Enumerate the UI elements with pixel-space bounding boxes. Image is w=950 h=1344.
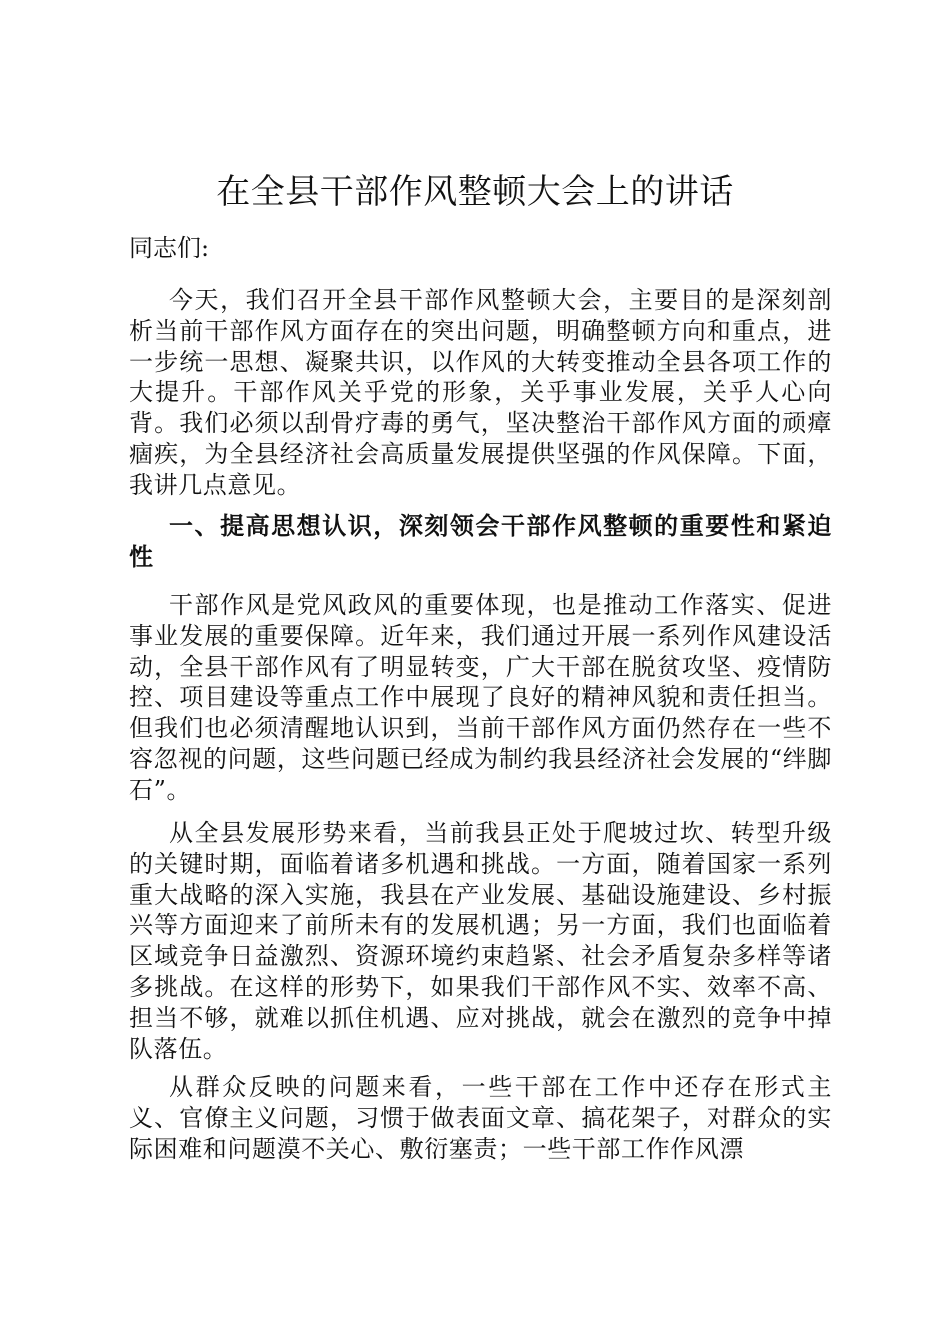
section-heading: 一、提高思想认识，深刻领会干部作风整顿的重要性和紧迫性 xyxy=(129,511,832,571)
document-title: 在全县干部作风整顿大会上的讲话 xyxy=(216,172,734,212)
paragraph-body: 从全县发展形势来看，当前我县正处于爬坡过坎、转型升级的关键时期，面临着诸多机遇和挑战。一方面，随着国家一系列重大战略的深入实施，我县在产业发展、基础设施建设、乡村振兴等方面迎来了前所未有的发展机遇；另一方面，我们也面临着区域竞争日益激烈、资源环境约束趋紧、社会矛盾复杂多样等诸多挑战。在这样的形势下，如果我们干部作风不实、效率不高、担当不够，就难以抓住机遇、应对挑战，就会在激烈的竞争中掉队落伍。 xyxy=(129,819,832,1063)
paragraph-body: 干部作风是党风政风的重要体现，也是推动工作落实、促进事业发展的重要保障。近年来，我们通过开展一系列作风建设活动，全县干部作风有了明显转变，广大干部在脱贫攻坚、疫情防控、项目建设等重点工作中展现了良好的精神风貌和责任担当。但我们也必须清醒地认识到，当前干部作风方面仍然存在一些不容忽视的问题，这些问题已经成为制约我县经济社会发展的“绊脚石”。 xyxy=(129,591,832,804)
salutation: 同志们: xyxy=(129,234,210,262)
paragraph-intro: 今天，我们召开全县干部作风整顿大会，主要目的是深刻剖析当前干部作风方面存在的突出问题，明确整顿方向和重点，进一步统一思想、凝聚共识，以作风的大转变推动全县各项工作的大提升。干部作风关乎党的形象，关乎事业发展，关乎人心向背。我们必须以刮骨疗毒的勇气，坚决整治干部作风方面的顽瘴痼疾，为全县经济社会高质量发展提供坚强的作风保障。下面，我讲几点意见。 xyxy=(129,286,832,499)
paragraph-body: 从群众反映的问题来看，一些干部在工作中还存在形式主义、官僚主义问题，习惯于做表面文章、搞花架子，对群众的实际困难和问题漠不关心、敷衍塞责；一些干部工作作风漂 xyxy=(129,1073,832,1163)
